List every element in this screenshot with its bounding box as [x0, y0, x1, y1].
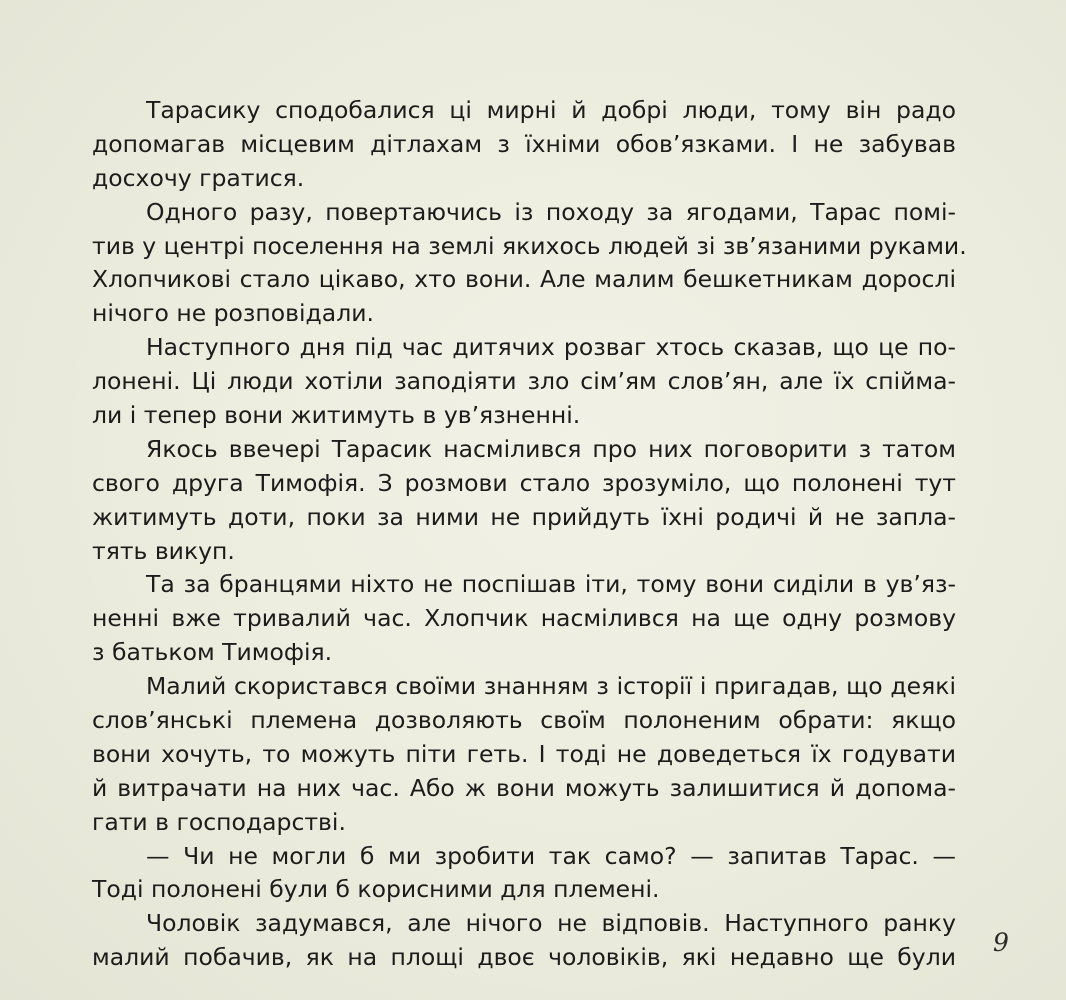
text-line: тять викуп. [92, 536, 235, 565]
paragraph [92, 568, 956, 670]
text-line: Тарасику сподобалися ці мирні й добрі люди, тому він радо [146, 96, 956, 124]
text-line: свого друга Тимофія. З розмови стало зрозуміло, що полонені тут [92, 468, 956, 497]
text-line: Якось ввечері Тарасик насмілився про них поговорити з татом [146, 434, 956, 463]
text-line: тив у центрі поселення на землі якихось людей зі зв’язаними руками. [92, 231, 967, 260]
paragraph [92, 331, 956, 433]
text-line: гати в господарстві. [92, 807, 346, 836]
text-line: ненні вже тривалий час. Хлопчик насмілився на ще одну розмову [92, 604, 956, 633]
text-line: слов’янські племена дозволяють своїм полоненим обрати: якщо [92, 706, 956, 735]
text-line: допомагав місцевим дітлахам з їхніми обов’язками. І не забував [92, 129, 956, 158]
text-line: лонені. Ці люди хотіли заподіяти зло сім’ям слов’ян, але їх спійма- [92, 367, 956, 396]
text-line: нічого не розповідали. [92, 299, 374, 328]
paragraph [92, 94, 956, 196]
paragraph [92, 907, 956, 975]
text-line: й витрачати на них час. Або ж вони можуть залишитися й допома- [92, 773, 956, 802]
page-number: 9 [993, 928, 1009, 957]
text-line: з батьком Тимофія. [92, 638, 333, 667]
text-line: Наступного дня під час дитячих розваг хтось сказав, що це по- [146, 333, 956, 362]
text-line: житимуть доти, поки за ними не прийдуть їхні родичі й не запла- [92, 502, 956, 531]
text-line: ли і тепер вони житимуть в ув’язненні. [92, 401, 581, 430]
paragraph [92, 670, 956, 839]
paragraph [92, 433, 956, 569]
text-line: вони хочуть, то можуть піти геть. І тоді не доведеться їх годувати [92, 739, 956, 768]
text-line: Та за бранцями ніхто не поспішав іти, тому вони сиділи в ув’яз- [146, 570, 956, 599]
paragraph [92, 840, 956, 908]
text-line: малий побачив, як на площі двоє чоловіків, які недавно ще були [92, 943, 956, 972]
paragraph [92, 196, 967, 332]
text-line: Одного разу, повертаючись із походу за ягодами, Тарас помі- [146, 197, 956, 226]
text-line: Малий скористався своїми знанням з історії і пригадав, що деякі [146, 672, 956, 701]
page-body [92, 94, 967, 972]
text-line: Тоді полонені були б корисними для племені. [92, 875, 660, 904]
text-line: — Чи не могли б ми зробити так само? — запитав Тарас. — [146, 841, 956, 870]
text-line: досхочу гратися. [92, 163, 305, 192]
text-line: Хлопчикові стало цікаво, хто вони. Але малим бешкетникам дорослі [92, 265, 956, 294]
text-line: Чоловік задумався, але нічого не відповів. Наступного ранку [146, 909, 956, 938]
